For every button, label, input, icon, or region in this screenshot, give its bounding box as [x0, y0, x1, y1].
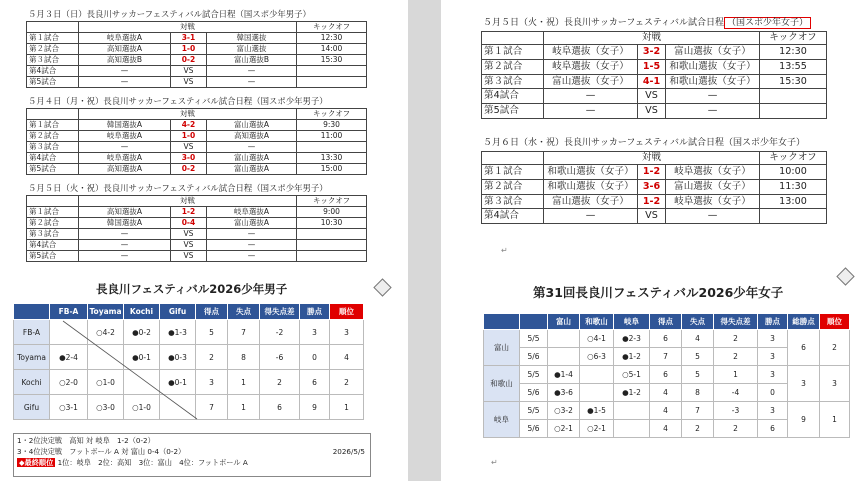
diagonal-line: [13, 303, 199, 421]
table-row: 5/6 ●3-6 ●1-2 4 8 -4 0: [484, 384, 850, 402]
table-row: 第３試合 富山選抜（女子） 4-1 和歌山選抜（女子） 15:30: [482, 74, 827, 89]
schedule-table: [26, 195, 367, 262]
schedule-table: [26, 21, 367, 88]
table-row: 第１試合 和歌山選抜（女子） 1-2 岐阜選抜（女子） 10:00: [482, 165, 827, 180]
result-notes: [13, 433, 371, 477]
header-row: [482, 32, 827, 45]
table-row: 第２試合 高知選抜A 1-0 富山選抜 14:00: [27, 44, 367, 55]
table-row: 5/6 ○2-1 ○2-1 4 2 2 6: [484, 420, 850, 438]
league-header-row: 富山 和歌山 岐阜 得点 失点 得失点差 勝点 総勝点 順位: [484, 314, 850, 330]
table-row: 第4試合 — VS —: [27, 66, 367, 77]
table-row: 第２試合 岐阜選抜A 1-0 高知選抜A 11:00: [27, 131, 367, 142]
table-row: 和歌山 5/5 ●1-4 ○5-1 6 5 1 3 3 3: [484, 366, 850, 384]
final-rank-label: ◆最終順位: [19, 458, 54, 467]
schedule-title: ５月５日（火・祝）長良川サッカーフェスティバル試合日程（国スポ少年男子）: [28, 183, 328, 193]
table-row: 第１試合 岐阜選抜A 3-1 韓国選抜 12:30: [27, 33, 367, 44]
table-row: 第4試合 — VS —: [482, 89, 827, 104]
schedule-title: ５月６日（水・祝）長良川サッカーフェスティバル試合日程（国スポ少年女子）: [483, 138, 806, 148]
table-row: 第5試合 高知選抜A 0-2 富山選抜A 15:00: [27, 164, 367, 175]
header-match: 対戦: [79, 196, 297, 207]
schedule-table: [481, 31, 827, 119]
header-row: [482, 152, 827, 165]
header-match: 対戦: [544, 32, 760, 45]
header-kickoff: キックオフ: [760, 32, 827, 45]
header-kickoff: キックオフ: [297, 22, 367, 33]
table-row: 第１試合 韓国選抜A 4-2 富山選抜A 9:30: [27, 120, 367, 131]
table-row: 第３試合 富山選抜（女子） 1-2 岐阜選抜（女子） 13:00: [482, 194, 827, 209]
table-row: 第１試合 高知選抜A 1-2 岐阜選抜A 9:00: [27, 207, 367, 218]
category-highlight: （国スポ少年女子）: [724, 17, 811, 29]
header-row: [27, 22, 367, 33]
header-kickoff: キックオフ: [297, 109, 367, 120]
layout-anchor-icon: [836, 267, 854, 285]
schedule-table: [481, 151, 827, 224]
schedule-title: ５月３日（日）長良川サッカーフェスティバル試合日程（国スポ少年男子）: [28, 9, 311, 19]
schedule-title: ５月５日（火・祝）長良川サッカーフェスティバル試合日程 （国スポ少年女子）: [481, 16, 826, 31]
header-row: [27, 109, 367, 120]
table-row: FB-A ○4-2 ●0-2 ●1-3 5 7 -2 3 3: [14, 320, 364, 345]
table-row: 第4試合 — VS —: [27, 240, 367, 251]
table-row: 富山 5/5 ○4-1 ●2-3 6 4 2 3 6 2: [484, 330, 850, 348]
league-title: 第31回長良川フェスティバル2026少年女子: [533, 285, 784, 300]
table-row: 第２試合 和歌山選抜（女子） 3-6 富山選抜（女子） 11:30: [482, 179, 827, 194]
table-row: 第３試合 高知選抜B 0-2 富山選抜B 15:30: [27, 55, 367, 66]
text-cursor-mark: ↵: [491, 458, 498, 467]
layout-anchor-icon: [373, 278, 391, 296]
header-row: [27, 196, 367, 207]
table-row: 第4試合 — VS —: [482, 209, 827, 224]
table-row: 第３試合 — VS —: [27, 229, 367, 240]
table-row: 第１試合 岐阜選抜（女子） 3-2 富山選抜（女子） 12:30: [482, 45, 827, 60]
table-row: 第4試合 岐阜選抜A 3-0 富山選抜A 13:30: [27, 153, 367, 164]
schedule-title: ５月４日（月・祝）長良川サッカーフェスティバル試合日程（国スポ少年男子）: [28, 96, 328, 106]
table-row: 第5試合 — VS —: [482, 104, 827, 119]
table-row: 第２試合 岐阜選抜（女子） 1-5 和歌山選抜（女子） 13:55: [482, 59, 827, 74]
header-kickoff: キックオフ: [760, 152, 827, 165]
schedule-may6-girls: [481, 136, 826, 224]
schedule-may5-boys: [26, 182, 366, 262]
left-page: [0, 0, 408, 481]
table-row: Gifu ○3-1 ○3-0 ○1-0 7 1 6 9 1: [14, 395, 364, 420]
notes-line1: 1・2位決定戦 高知 対 岐阜 1-2（0-2）: [17, 436, 155, 445]
header-match: 対戦: [79, 109, 297, 120]
header-match: 対戦: [79, 22, 297, 33]
schedule-table: [26, 108, 367, 175]
schedule-may4: [26, 95, 366, 175]
notes-date: 2026/5/5: [332, 447, 365, 456]
table-row: Toyama ●2-4 ●0-1 ●0-3 2 8 -6 0 4: [14, 345, 364, 370]
table-row: 第３試合 — VS —: [27, 142, 367, 153]
text-cursor-mark: ↵: [501, 246, 508, 255]
table-row: 第２試合 韓国選抜A 0-4 富山選抜A 10:30: [27, 218, 367, 229]
schedule-may5-girls: [481, 16, 826, 119]
table-row: Kochi ○2-0 ○1-0 ●0-1 3 1 2 6 2: [14, 370, 364, 395]
notes-line2: 3・4位決定戦 フットボール A 対 富山 0-4（0-2）: [17, 447, 186, 456]
right-page: [441, 0, 860, 481]
table-row: 岐阜 5/5 ○3-2 ●1-5 4 7 -3 3 9 1: [484, 402, 850, 420]
league-title: 長良川フェスティバル2026少年男子: [96, 282, 288, 296]
schedule-may3: [26, 8, 366, 88]
table-row: 第5試合 — VS —: [27, 251, 367, 262]
header-kickoff: キックオフ: [297, 196, 367, 207]
league-table-girls: [483, 313, 850, 438]
table-row: 第5試合 — VS —: [27, 77, 367, 88]
header-match: 対戦: [544, 152, 760, 165]
final-rank-text: 1位：岐阜 2位：高知 3位：富山 4位：フットボール A: [57, 458, 248, 467]
table-row: 5/6 ○6-3 ●1-2 7 5 2 3: [484, 348, 850, 366]
league-header-row: FB-A Toyama Kochi Gifu 得点 失点 得失点差 勝点 順位: [14, 304, 364, 320]
